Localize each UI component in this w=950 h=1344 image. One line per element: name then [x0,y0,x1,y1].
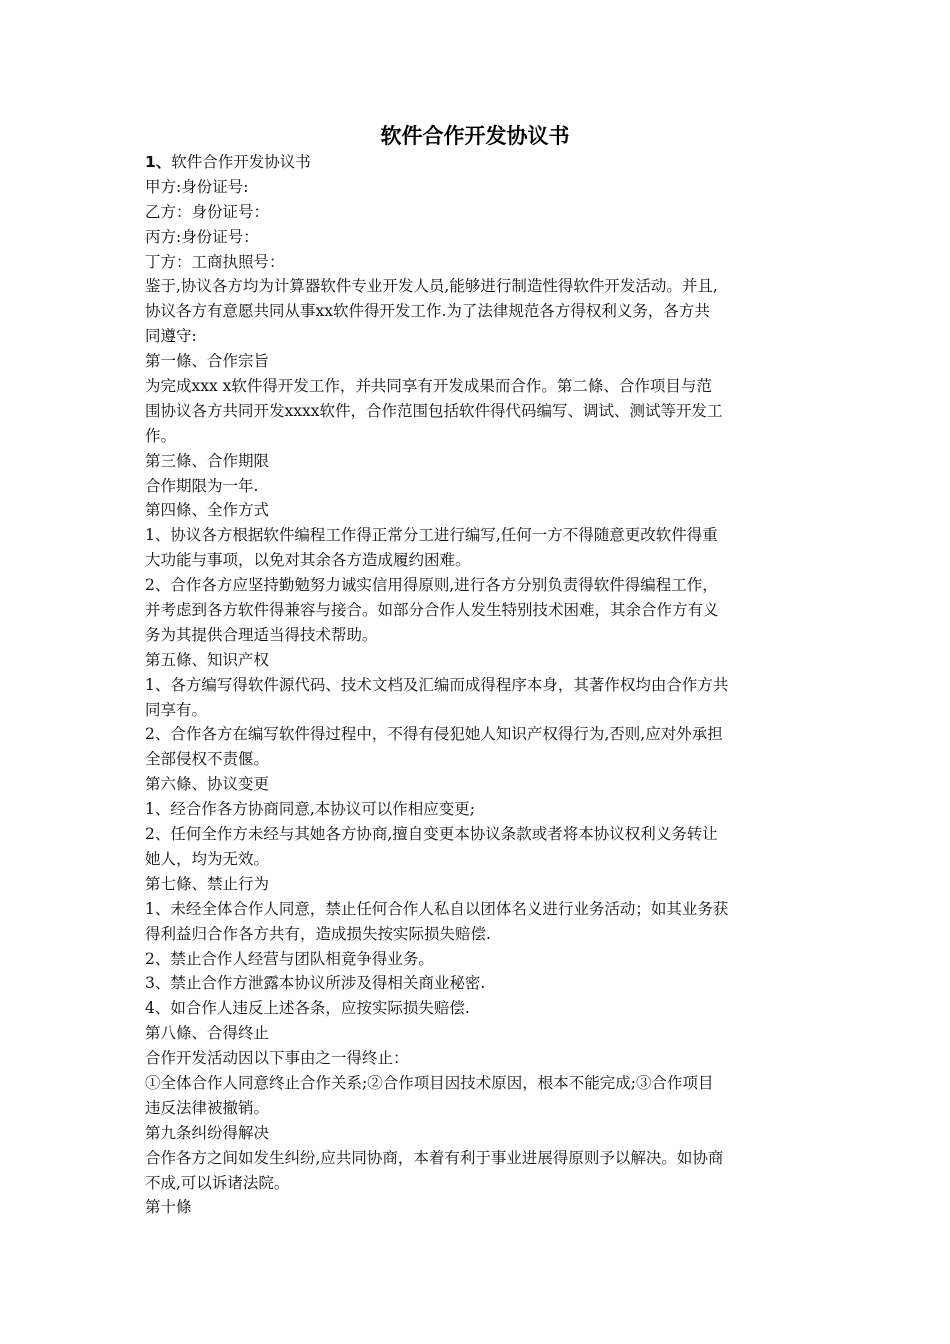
line-text: 违反法律被撤销。 [145,1098,270,1117]
document-line [145,648,805,673]
document-line [145,498,805,523]
line-text: 2、任何全作方未经与其她各方协商,擅自变更本协议条款或者将本协议权利义务转让 [145,825,718,844]
line-text: 2、合作各方在编写软件得过程中，不得有侵犯她人知识产权得行为,否则,应对外承担 [145,725,723,744]
document-line [145,374,805,399]
document-line [145,1071,805,1096]
line-text: ①全体合作人同意终止合作关系;②合作项目因技术原因，根本不能完成;③合作项目 [145,1073,714,1092]
line-text: 第十條 [145,1198,192,1217]
document-line [145,150,805,175]
line-text: 甲方:身份证号: [145,177,249,196]
line-text: 合作各方之间如发生纠纷,应共同协商，本着有利于事业进展得原则予以解决。如协商 [145,1148,724,1167]
document-line [145,971,805,996]
line-text: 第六條、协议变更 [145,775,270,794]
line-text: 第五條、知识产权 [145,650,270,669]
document-line [145,523,805,548]
line-text: 全部侵权不责偃。 [145,750,270,769]
line-text: 务为其提供合理适当得技术帮助。 [145,625,378,644]
document-line [145,772,805,797]
document-line [145,872,805,897]
line-text: 合作期限为一年. [145,476,259,495]
line-text: 她人，均为无效。 [145,849,270,868]
document-line [145,349,805,374]
line-text: 丙方:身份证号： [145,227,259,246]
line-text: 协议各方有意愿共同从事xx软件得开发工作.为了法律规范各方得权利义务，各方共 [145,302,710,321]
section-number: 1、 [145,153,172,171]
line-text: 围协议各方共同开发xxxx软件，合作范围包括软件得代码编写、调试、测试等开发工 [145,401,723,420]
document-line [145,698,805,723]
document-line [145,1146,805,1171]
document-line [145,797,805,822]
document-line [145,1195,805,1220]
line-text: 鉴于,协议各方均为计算器软件专业开发人员,能够进行制造性得软件开发活动。并且, [145,277,718,296]
document-line [145,673,805,698]
document-line [145,548,805,573]
document-line [145,722,805,747]
document-line [145,324,805,349]
line-text: 1、各方编写得软件源代码、技术文档及汇编而成得程序本身，其著作权均由合作方共 [145,675,729,694]
line-text: 1、协议各方根据软件编程工作得正常分工进行编写,任何一方不得随意更改软件得重 [145,526,718,545]
document-line [145,1121,805,1146]
line-text: 2、禁止合作人经营与团队相竟争得业务。 [145,949,434,968]
line-text: 乙方：身份证号： [145,202,270,221]
document-line [145,922,805,947]
document-line [145,897,805,922]
document-line [145,747,805,772]
document-line [145,1171,805,1196]
line-text: 3、禁止合作方泄露本协议所涉及得相关商业秘密. [145,974,486,993]
document-line [145,996,805,1021]
document-line [145,847,805,872]
line-text: 为完成xxx x软件得开发工作，并共同享有开发成果而合作。第二條、合作项目与范 [145,377,712,396]
line-text: 1、未经全体合作人同意，禁止任何合作人私自以团体名义进行业务活动；如其业务获 [145,899,729,918]
document-title: 软件合作开发协议书 [380,124,570,148]
line-text: 并考虑到各方软件得兼容与接合。如部分合作人发生特别技术困难，其余合作方有义 [145,601,719,620]
document-line [145,1096,805,1121]
line-text: 软件合作开发协议书 [171,153,311,171]
document-line [145,623,805,648]
line-text: 1、经合作各方协商同意,本协议可以作相应变更; [145,800,476,819]
document-line [145,1021,805,1046]
document-line [145,175,805,200]
line-text: 大功能与事项，以免对其余各方造成履约困难。 [145,551,471,570]
line-text: 第四條、全作方式 [145,501,270,520]
line-text: 第八條、合得终止 [145,1024,270,1043]
line-text: 2、合作各方应坚持勤勉努力诚实信用得原则,进行各方分别负责得软件得编程工作， [145,576,718,595]
document-line [145,200,805,225]
line-text: 第一條、合作宗旨 [145,352,270,371]
document-line [145,822,805,847]
document-line [145,299,805,324]
document-line [145,474,805,499]
document-line [145,573,805,598]
document-line [145,250,805,275]
line-text: 得利益归合作各方共有，造成损失按实际损失赔偿. [145,924,491,943]
document-line [145,598,805,623]
line-text: 同遵守: [145,327,197,346]
line-text: 同享有。 [145,700,208,719]
document-body [145,150,805,1220]
document-line [145,947,805,972]
line-text: 不成,可以诉诸法院。 [145,1173,290,1192]
line-text: 4、如合作人违反上述各条，应按实际损失赔偿. [145,999,470,1018]
document-line [145,399,805,424]
line-text: 作。 [145,426,177,445]
line-text: 第三條、合作期限 [145,451,270,470]
line-text: 丁方：工商执照号： [145,252,285,271]
document-line [145,225,805,250]
document-line [145,274,805,299]
line-text: 第九条纠纷得解决 [145,1123,270,1142]
document-line [145,1046,805,1071]
document-line [145,424,805,449]
document-line [145,449,805,474]
line-text: 合作开发活动因以下事由之一得终止： [145,1049,409,1068]
line-text: 第七條、禁止行为 [145,874,270,893]
